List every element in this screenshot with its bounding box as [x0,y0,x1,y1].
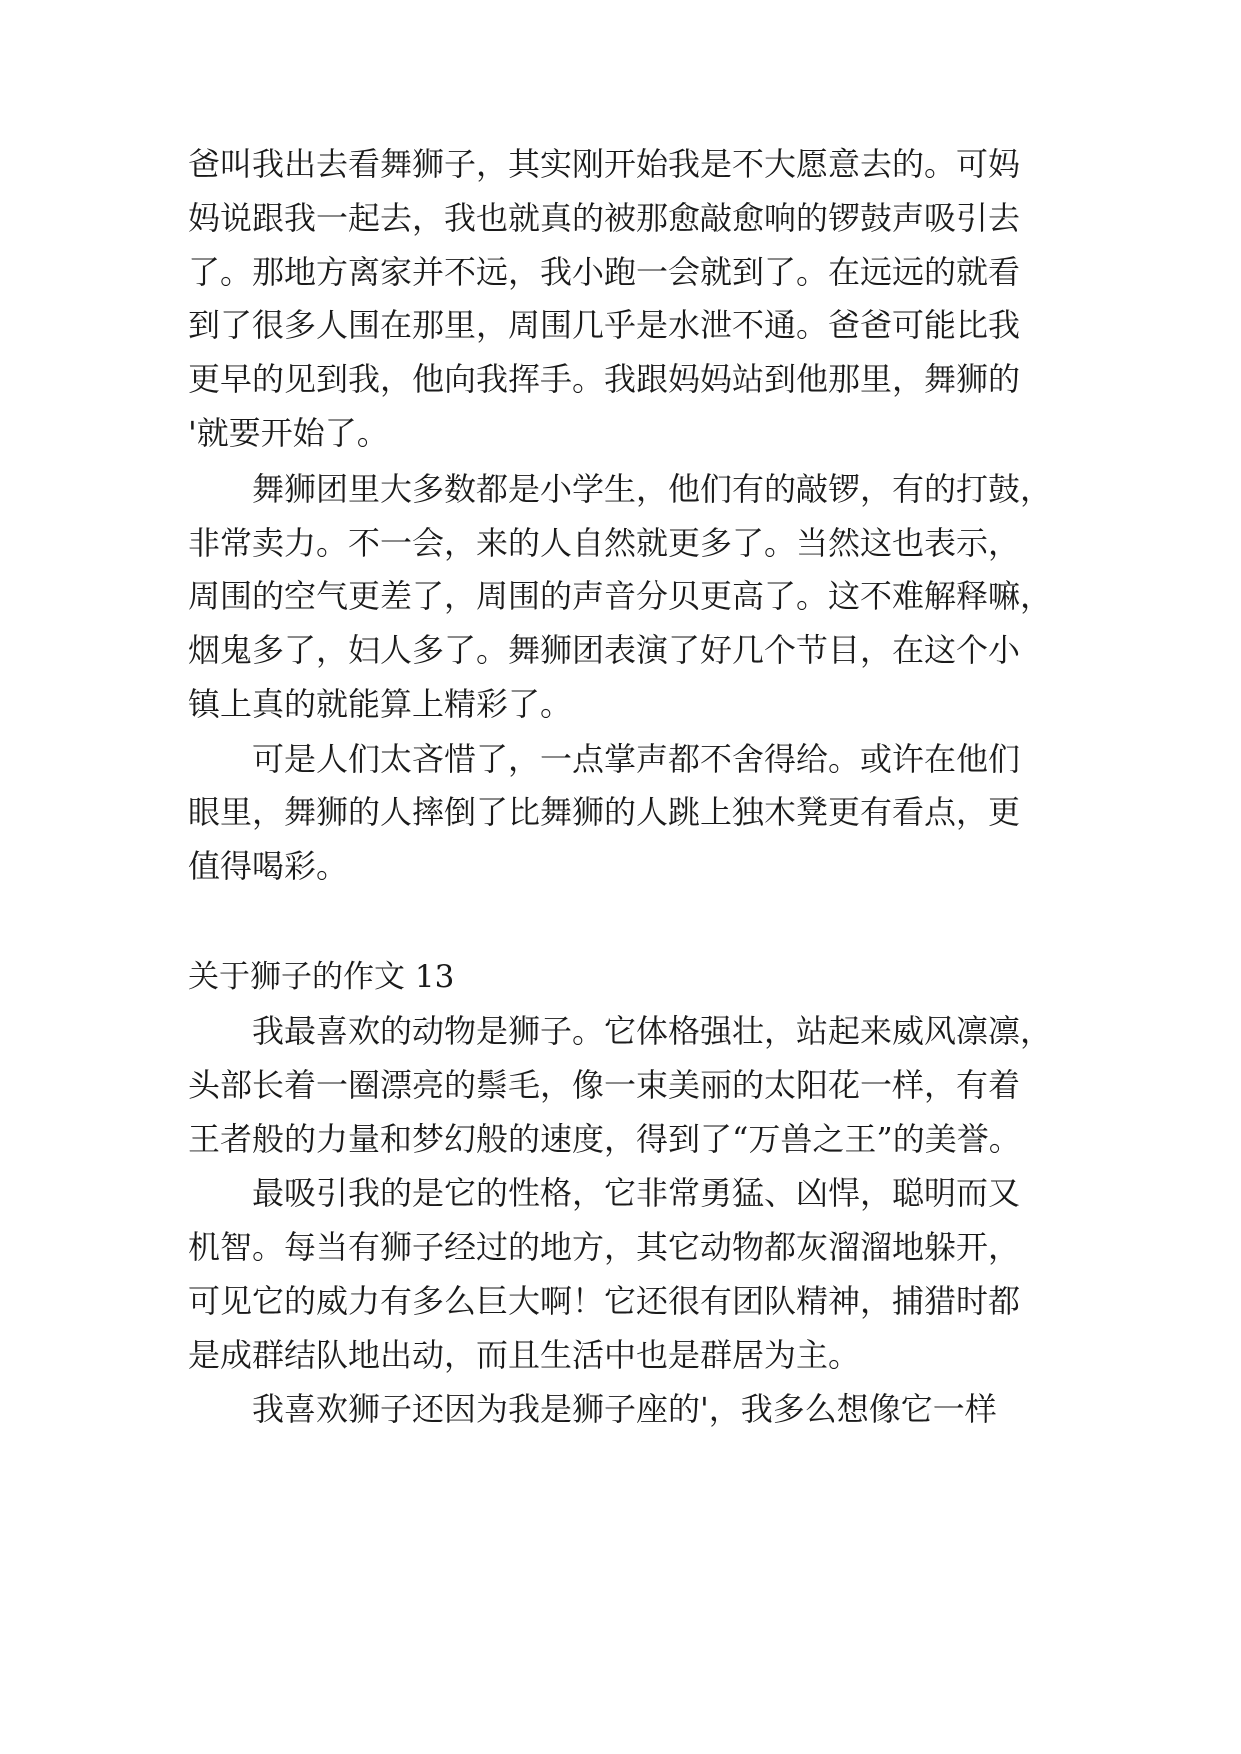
paragraph-line: 可是人们太吝惜了，一点掌声都不舍得给。或许在他们 [252,740,1021,778]
paragraph-line: 爸叫我出去看舞狮子，其实刚开始我是不大愿意去的。可妈 [188,145,1021,183]
paragraph-line: 我喜欢狮子还因为我是狮子座的'，我多么想像它一样 [252,1390,997,1428]
paragraph-line: 可见它的威力有多么巨大啊！它还很有团队精神，捕猎时都 [188,1282,1021,1320]
paragraph-line: 到了很多人围在那里，周围几乎是水泄不通。爸爸可能比我 [188,306,1021,344]
paragraph-line: 舞狮团里大多数都是小学生，他们有的敲锣，有的打鼓， [252,470,1053,508]
paragraph-line: 是成群结队地出动，而且生活中也是群居为主。 [188,1336,861,1374]
paragraph-line: 妈说跟我一起去，我也就真的被那愈敲愈响的锣鼓声吸引去 [188,199,1021,237]
section-heading: 关于狮子的作文 13 [188,959,455,995]
paragraph-line: 机智。每当有狮子经过的地方，其它动物都灰溜溜地躲开， [188,1228,1021,1266]
paragraph-line: '就要开始了。 [188,414,389,452]
paragraph-line: 眼里，舞狮的人摔倒了比舞狮的人跳上独木凳更有看点，更 [188,793,1021,831]
paragraph-line: 烟鬼多了，妇人多了。舞狮团表演了好几个节目，在这个小 [188,631,1021,669]
paragraph-line: 了。那地方离家并不远，我小跑一会就到了。在远远的就看 [188,253,1021,291]
paragraph-line: 值得喝彩。 [188,847,349,885]
paragraph-line: 更早的见到我，他向我挥手。我跟妈妈站到他那里，舞狮的 [188,360,1021,398]
paragraph-line: 镇上真的就能算上精彩了。 [188,685,573,723]
paragraph-line: 最吸引我的是它的性格，它非常勇猛、凶悍，聪明而又 [252,1174,1021,1212]
paragraph-line: 我最喜欢的动物是狮子。它体格强壮，站起来威风凛凛， [252,1012,1053,1050]
paragraph-line: 非常卖力。不一会，来的人自然就更多了。当然这也表示， [188,524,1021,562]
paragraph-line: 头部长着一圈漂亮的鬃毛，像一束美丽的太阳花一样，有着 [188,1066,1021,1104]
paragraph-line: 周围的空气更差了，周围的声音分贝更高了。这不难解释嘛， [188,577,1053,615]
paragraph-line: 王者般的力量和梦幻般的速度，得到了“万兽之王”的美誉。 [188,1120,1021,1158]
